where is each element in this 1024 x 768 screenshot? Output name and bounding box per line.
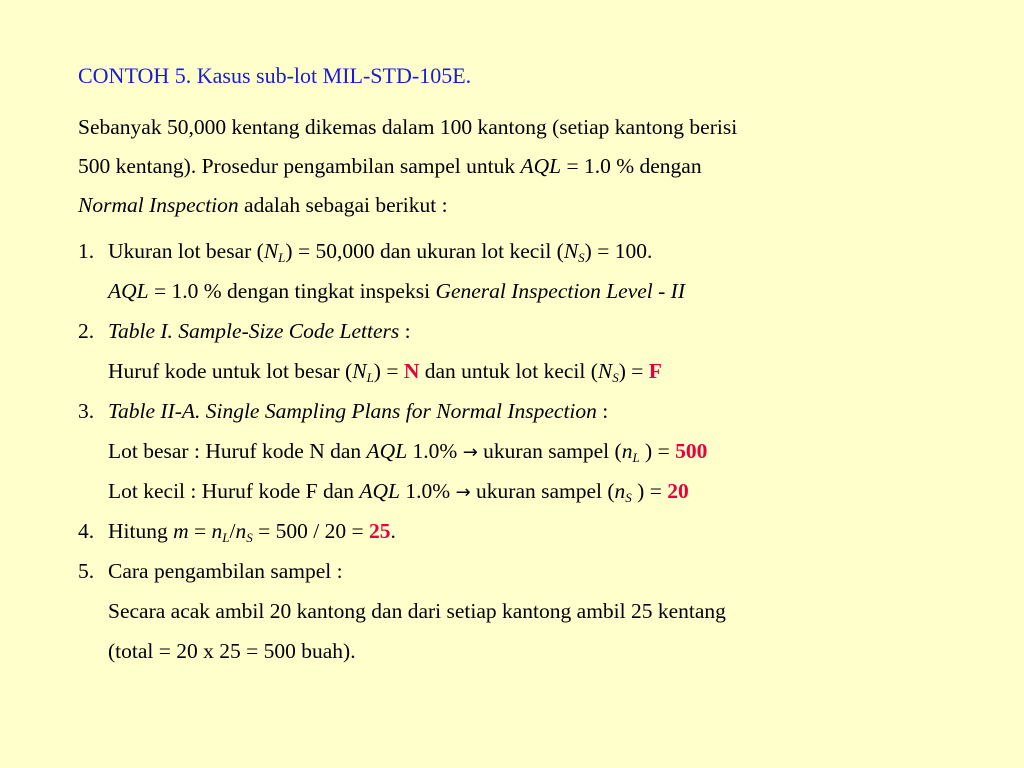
code-letter-large: N xyxy=(403,359,420,383)
slide-title: CONTOH 5. Kasus sub-lot MIL-STD-105E. xyxy=(78,63,472,88)
list-item-5: 5. Cara pengambilan sampel : Secara acak ambil 20 kantong dan dari setiap kantong ambil 25 kentang (total = 20 x 25 = 500 buah). xyxy=(78,559,726,663)
sample-size-large: 500 xyxy=(675,439,708,463)
list-item-1: 1. Ukuran lot besar $(N_L) = 50,000$ dan ukuran lot kecil $(N_S) = 100$. AQL = 1.0 % dengan tingkat inspeksi General Inspection Level - II xyxy=(78,239,685,303)
list-item-4: 4. Hitung $m = n_L/n_S = 500 / 20 = 25$. xyxy=(78,519,396,545)
list-item-2: 2. Table I. Sample-Size Code Letters : Huruf kode untuk lot besar $(N_L) = N$ dan untuk lot kecil $(N_S) = F$ xyxy=(78,319,662,385)
arrow-right-icon: → xyxy=(462,442,478,463)
sample-size-small: 20 xyxy=(667,479,689,503)
code-letter-small: F xyxy=(648,359,662,383)
slide xyxy=(78,58,978,671)
arrow-right-icon: → xyxy=(455,482,471,503)
ratio-result: 25 xyxy=(368,519,391,543)
list-item-3: 3. Table II-A. Single Sampling Plans for Normal Inspection : Lot besar : Huruf kode N dan AQL 1.0% → ukuran sampel ($n_L$ ) = 500 Lot kecil : Huruf kode F dan AQL 1.0% → ukuran sampel ($n_S$ ) = 20 xyxy=(78,399,708,505)
intro-paragraph: Sebanyak 50,000 kentang dikemas dalam 100 kantong (setiap kantong berisi 500 kentang). Prosedur pengambilan sampel untuk AQL = 1.0 % dengan Normal Inspection adalah sebagai berikut : xyxy=(78,115,738,217)
